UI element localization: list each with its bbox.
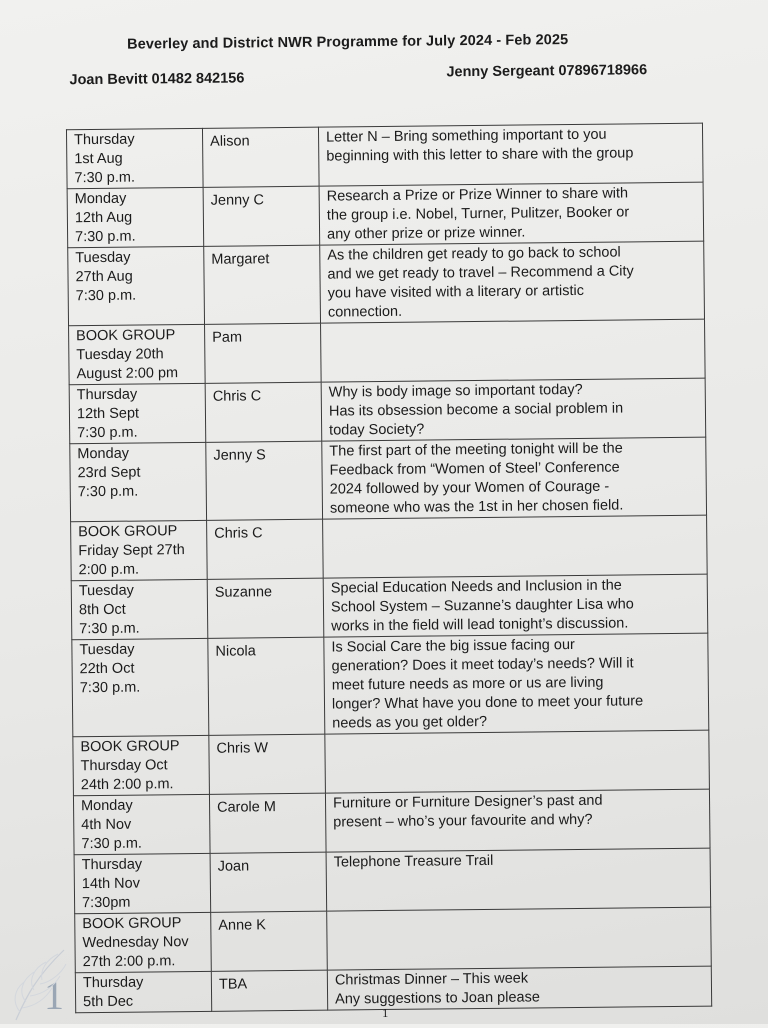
meeting-date-line: 27th Aug [75,268,133,286]
meeting-date-line: 7:30pm [81,894,131,912]
host-cell: Anne K [211,911,328,971]
meeting-date-line: Tuesday 20th [76,346,164,364]
programme-row [69,319,706,385]
host-cell: Chris C [205,382,322,442]
programme-row [72,633,709,737]
meeting-date-line: Thursday [76,386,138,404]
host-cell: Joan [210,852,327,912]
meeting-date-cell [75,971,211,1012]
programme-table-body [66,123,711,1013]
meeting-date-line: Monday [74,190,127,208]
meeting-date-cell [66,128,203,188]
meeting-date-line: 7:30 p.m. [79,620,140,638]
programme-table [66,123,712,1014]
programme-row [68,241,705,326]
meeting-date-line: 4th Nov [81,816,132,834]
host-cell: Carole M [209,793,326,853]
meeting-date-cell [71,579,208,639]
topic-cell: The first part of the meeting tonight will be the Feedback from “Women of Steel’ Conference 2024 followed by your Women of Courage - someone who was the 1st in her chosen field. [322,437,707,519]
host-cell: Margaret [204,245,321,324]
meeting-date-line: 7:30 p.m. [77,424,138,442]
topic-cell [327,907,712,970]
meeting-date-line: 27th 2:00 p.m. [82,953,176,971]
programme-row [66,123,703,189]
meeting-date-cell [69,383,206,443]
meeting-date-line: 7:30 p.m. [79,679,141,697]
contact-jenny: Jenny Sergeant 07896718966 [446,62,648,81]
programme-row [74,848,711,914]
meeting-date-cell [73,794,210,854]
meeting-date-cell [75,912,212,972]
host-cell: Jenny C [203,186,320,246]
host-cell: TBA [211,970,327,1011]
page-title: Beverley and District NWR Programme for July 2024 - Feb 2025 [127,32,569,53]
topic-cell: Christmas Dinner – This week Any suggestions to Joan please [327,966,711,1010]
meeting-date-cell [71,520,208,580]
meeting-date-line: Tuesday [78,582,134,600]
meeting-date-line: 23rd Sept [77,464,141,482]
topic-cell: Telephone Treasure Trail [326,848,711,911]
topic-cell: Special Education Needs and Inclusion in the School System – Suzanne’s daughter Lisa who works in the field will lead tonight’s discussion. [323,574,708,637]
host-cell: Chris W [209,734,326,794]
page-number: 1 [382,1005,389,1021]
meeting-date-line: 12th Aug [74,209,133,227]
meeting-date-line: 5th Dec [83,993,134,1011]
host-cell: Pam [205,323,322,383]
programme-row [69,378,706,444]
meeting-date-line: Friday Sept 27th [78,542,185,560]
meeting-date-line: BOOK GROUP [76,327,176,345]
meeting-date-line: BOOK GROUP [80,738,180,756]
contact-joan: Joan Bevitt 01482 842156 [69,70,245,89]
host-cell: Alison [202,127,319,187]
meeting-date-line: Tuesday [75,249,131,267]
meeting-date-line: 24th 2:00 p.m. [80,776,174,794]
meeting-date-line: Wednesday Nov [82,934,189,952]
meeting-date-line: Monday [77,445,130,463]
host-cell: Suzanne [207,578,324,638]
feather-decoration [6,942,76,1022]
meeting-date-line: Thursday Oct [80,757,168,775]
programme-row [73,730,710,796]
topic-cell: Research a Prize or Prize Winner to share with the group i.e. Nobel, Turner, Pulitzer, Booker or any other prize or prize winner. [319,182,704,245]
programme-row [75,907,712,973]
meeting-date-line: Thursday [74,131,135,149]
meeting-date-line: 12th Sept [76,405,140,423]
programme-row [73,789,710,855]
meeting-date-line: Tuesday [79,641,135,659]
corner-mark: 1 [44,973,64,1018]
meeting-date-line: Thursday [82,974,144,992]
meeting-date-line: 7:30 p.m. [81,835,142,853]
meeting-date-line: 14th Nov [81,875,141,893]
topic-cell [323,515,708,578]
meeting-date-line: August 2:00 pm [76,365,179,383]
meeting-date-line: Thursday [81,856,143,874]
meeting-date-line: 8th Oct [78,601,126,619]
meeting-date-line: 1st Aug [74,150,123,168]
programme-row [71,574,708,640]
meeting-date-line: 7:30 p.m. [75,287,137,305]
host-cell: Nicola [208,637,325,735]
meeting-date-line: 7:30 p.m. [74,169,136,187]
topic-cell: As the children get ready to go back to school and we get ready to travel – Recommend a City you have visited with a literary or artistic connection. [320,241,705,323]
topic-cell: Is Social Care the big issue facing our generation? Does it meet today’s needs? Will it meet future needs as more or us are living longer? What have you done to meet your future needs as you get older? [324,633,709,734]
programme-row [67,182,704,248]
meeting-date-cell [73,735,210,795]
programme-row [75,966,711,1013]
host-cell: Jenny S [206,441,323,520]
meeting-date-line: BOOK GROUP [82,915,182,933]
meeting-date-line: Monday [80,797,133,815]
meeting-date-line: 7:30 p.m. [77,483,139,501]
meeting-date-cell [72,638,209,736]
host-cell: Chris C [207,519,324,579]
topic-cell: Why is body image so important today? Has its obsession become a social problem in today Society? [321,378,706,441]
meeting-date-line: 22th Oct [79,660,135,678]
meeting-date-line: 2:00 p.m. [78,561,140,579]
topic-cell: Letter N – Bring something important to you beginning with this letter to share with the group [318,123,703,186]
meeting-date-cell [74,853,211,913]
programme-row [70,437,707,522]
topic-cell: Furniture or Furniture Designer’s past and present – who’s your favourite and why? [325,789,710,852]
meeting-date-line: BOOK GROUP [78,523,178,541]
topic-cell [321,319,706,382]
meeting-date-line: 7:30 p.m. [75,228,136,246]
meeting-date-cell [69,324,206,384]
meeting-date-cell [70,442,207,521]
programme-row [71,515,708,581]
topic-cell [325,730,710,793]
meeting-date-cell [68,246,205,325]
meeting-date-cell [67,187,204,247]
